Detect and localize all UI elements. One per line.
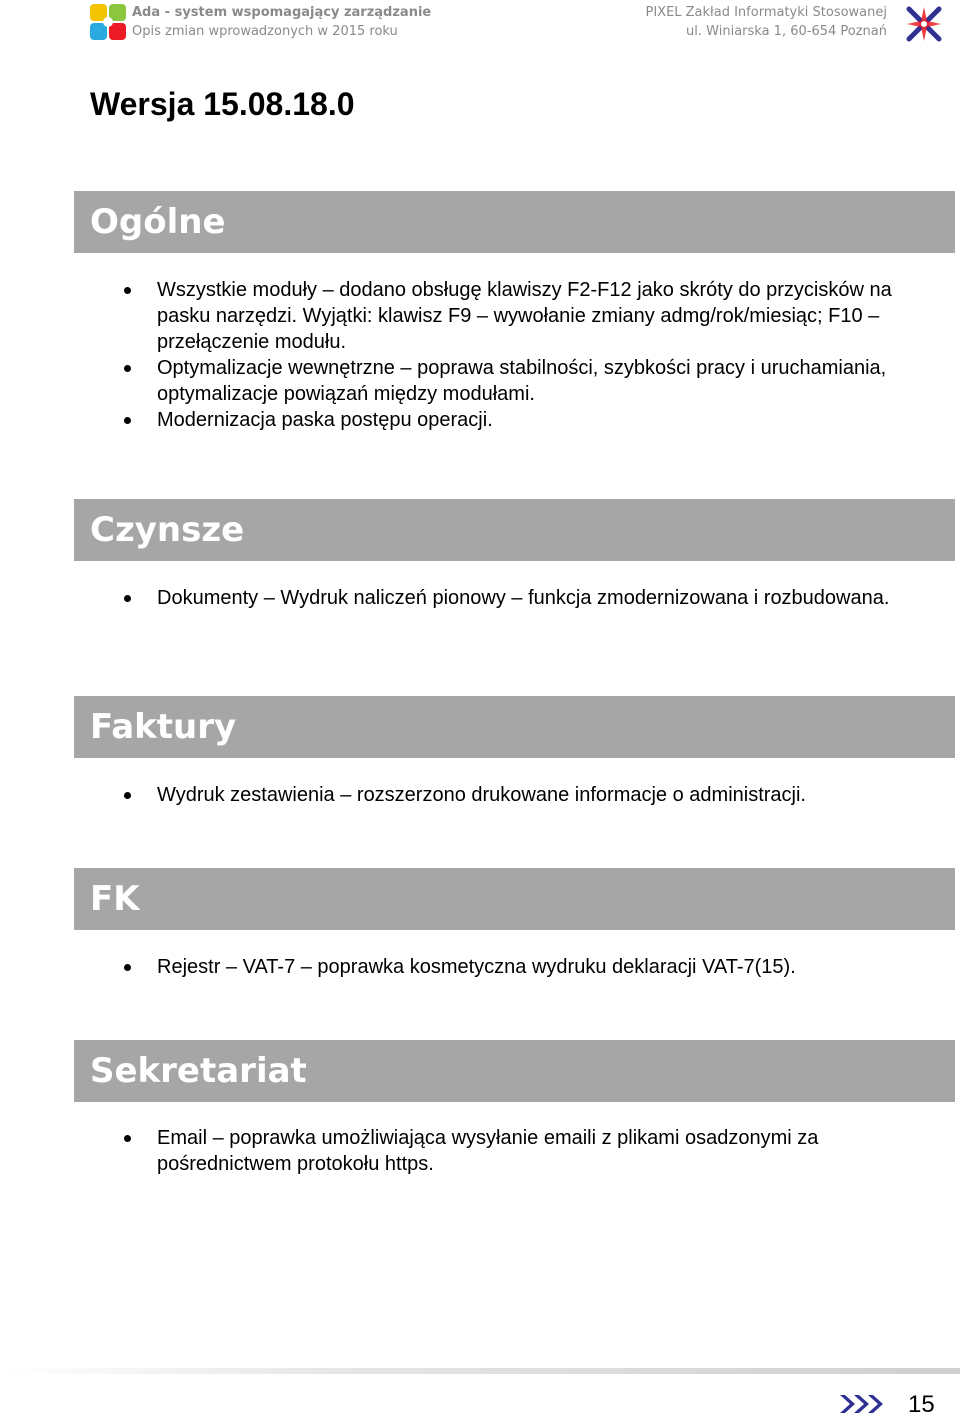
ada-logo-icon xyxy=(89,3,127,41)
section-heading-text: Ogólne xyxy=(90,202,226,242)
list-item: Rejestr – VAT-7 – poprawka kosmetyczna wydruku deklaracji VAT-7(15). xyxy=(0,954,907,980)
company-name: PIXEL Zakład Informatyki Stosowanej xyxy=(645,5,887,20)
header-right-text xyxy=(645,3,887,41)
list-item: Modernizacja paska postępu operacji. xyxy=(0,407,907,433)
list-item: Optymalizacje wewnętrzne – poprawa stabilności, szybkości pracy i uruchamiania, optymalizacje powiązań między modułami. xyxy=(0,355,907,407)
section-heading-text: Faktury xyxy=(90,707,237,747)
section-list-czynsze xyxy=(0,585,907,611)
section-heading-ogolne xyxy=(74,191,955,253)
footer-divider xyxy=(0,1368,960,1374)
page-number: 15 xyxy=(908,1391,935,1418)
section-heading-text: Sekretariat xyxy=(90,1051,307,1091)
list-item: Wydruk zestawienia – rozszerzono drukowane informacje o administracji. xyxy=(0,782,907,808)
section-list-ogolne xyxy=(0,277,907,433)
version-title: Wersja 15.08.18.0 xyxy=(90,86,355,122)
section-list-faktury xyxy=(0,782,907,808)
company-address: ul. Winiarska 1, 60-654 Poznań xyxy=(686,24,887,39)
section-list-fk xyxy=(0,954,907,980)
page-header xyxy=(0,0,960,50)
section-heading-faktury xyxy=(74,696,955,758)
section-heading-czynsze xyxy=(74,499,955,561)
section-heading-text: FK xyxy=(90,879,140,919)
list-item: Wszystkie moduły – dodano obsługę klawiszy F2-F12 jako skróty do przycisków na pasku narzędzi. Wyjątki: klawisz F9 – wywołanie zmiany admg/rok/miesiąc; F10 – przełączenie modułu. xyxy=(0,277,907,355)
triple-chevron-right-icon xyxy=(838,1392,886,1416)
list-item: Dokumenty – Wydruk naliczeń pionowy – funkcja zmodernizowana i rozbudowana. xyxy=(0,585,907,611)
document-description: Opis zmian wprowadzonych w 2015 roku xyxy=(132,24,398,39)
section-heading-sekretariat xyxy=(74,1040,955,1102)
list-item: Email – poprawka umożliwiająca wysyłanie emaili z plikami osadzonymi za pośrednictwem protokołu https. xyxy=(0,1125,907,1177)
section-heading-text: Czynsze xyxy=(90,510,245,550)
header-left-text xyxy=(132,3,431,41)
section-heading-fk xyxy=(74,868,955,930)
pixel-logo-icon xyxy=(903,3,945,45)
section-list-sekretariat xyxy=(0,1125,907,1177)
system-name: Ada - system wspomagający zarządzanie xyxy=(132,5,432,20)
